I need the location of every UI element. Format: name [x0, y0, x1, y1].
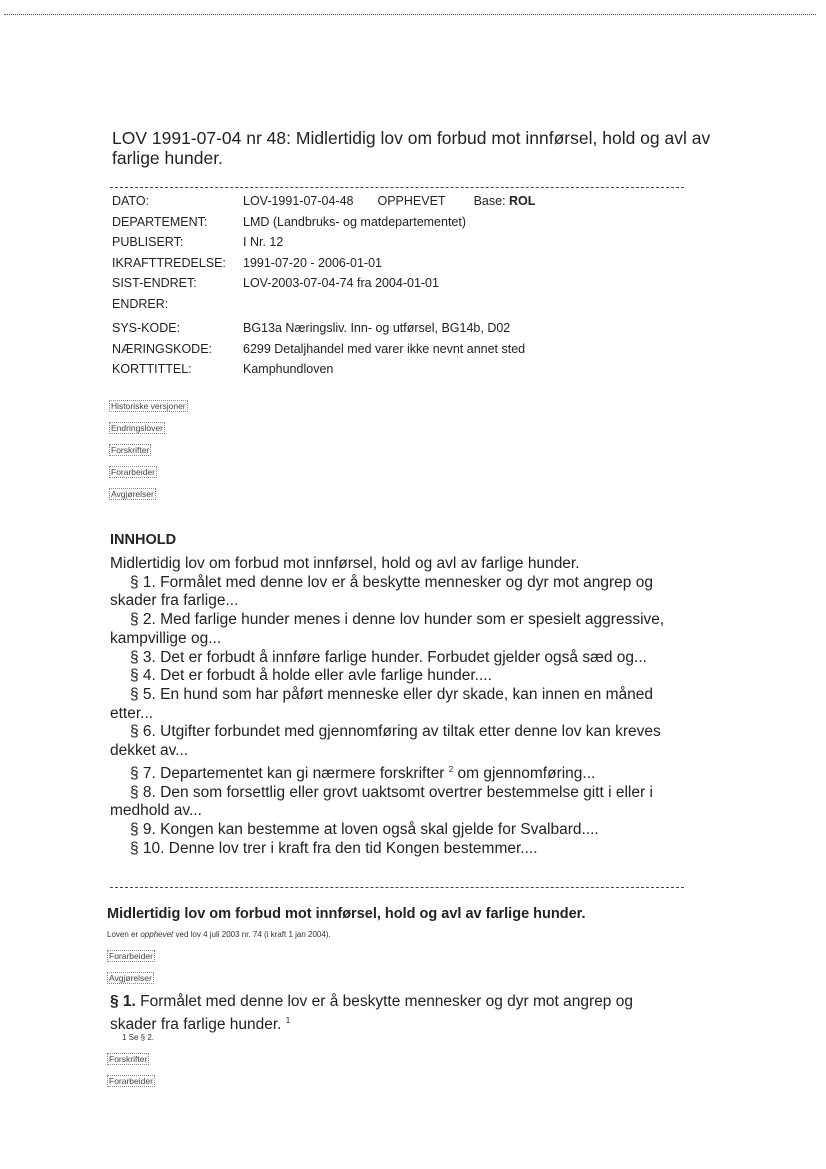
metadata-label: KORTTITTEL: [112, 362, 192, 376]
link-historiske-versjoner[interactable]: Historiske versjoner [111, 401, 186, 411]
toc-item-10[interactable]: § 10. Denne lov trer i kraft fra den tid Kongen bestemmer.... [130, 839, 538, 857]
toc-item-7-after: om gjennomføring... [453, 764, 596, 782]
link-avgjorelser[interactable]: Avgjørelser [111, 489, 154, 499]
link-forskrifter[interactable]: Forskrifter [111, 445, 150, 455]
footnote: 1 Se § 2. [122, 1033, 155, 1042]
metadata-value: LOV-1991-07-04-48 [243, 194, 354, 208]
law-links [107, 950, 155, 994]
toc-item-4[interactable]: § 4. Det er forbudt å holde eller avle farlige hunder.... [130, 667, 492, 685]
link-avgjorelser[interactable]: Avgjørelser [109, 973, 152, 983]
metadata-row-endrer [112, 297, 672, 318]
footnote-marker: 1 [285, 1016, 291, 1025]
toc-item-9[interactable]: § 9. Kongen kan bestemme at loven også skal gjelde for Svalbard.... [130, 821, 599, 838]
base-value: ROL [509, 194, 536, 208]
toc-title-link[interactable]: Midlertidig lov om forbud mot innførsel, hold og avl av farlige hunder. [110, 555, 580, 572]
toc-item-6[interactable]: § 6. Utgifter forbundet med gjennomføring av tiltak etter denne lov kan kreves dekket av... [110, 723, 661, 760]
toc-item-1[interactable]: § 1. Formålet med denne lov er å beskytte mennesker og dyr mot angrep og skader fra farlige... [110, 573, 653, 610]
metadata-label: ENDRER: [112, 296, 169, 311]
link-forarbeider[interactable]: Forarbeider [109, 951, 153, 961]
metadata-row-ikrafttredelse [112, 256, 672, 277]
metadata-value: 1991-07-20 - 2006-01-01 [243, 255, 382, 270]
metadata-row-naeringskode [112, 342, 672, 363]
metadata-row-sist-endret [112, 276, 672, 297]
link-forskrifter[interactable]: Forskrifter [109, 1054, 148, 1064]
metadata-row-korttittel [112, 362, 672, 383]
metadata-label: DEPARTEMENT: [112, 214, 208, 229]
divider-bottom [110, 887, 684, 888]
toc-item-7[interactable] [110, 761, 670, 784]
metadata-value: I Nr. 12 [243, 235, 284, 249]
toc-item-8[interactable]: § 8. Den som forsettlig eller grovt uaktsomt overtrer bestemmelse gitt i eller i medhold av... [110, 783, 653, 820]
metadata-row-dato [112, 194, 672, 215]
section-1-links [107, 1053, 155, 1097]
metadata-value: Kamphundloven [243, 362, 334, 376]
divider-top [110, 187, 684, 188]
repeal-note: Loven er opphevet ved lov 4 juli 2003 nr. 74 (i kraft 1 jan 2004). [107, 930, 331, 939]
contents-heading: INNHOLD [110, 532, 177, 548]
toc-item-5[interactable]: § 5. En hund som har påført menneske eller dyr skade, kan innen en måned etter... [110, 685, 653, 722]
metadata-label: IKRAFTTREDELSE: [112, 255, 226, 270]
metadata-value: BG13a Næringsliv. Inn- og utførsel, BG14b, D02 [243, 321, 511, 335]
footnote-marker: 2 [448, 764, 454, 774]
metadata-value: 6299 Detaljhandel med varer ikke nevnt annet sted [243, 341, 526, 356]
metadata-label: NÆRINGSKODE: [112, 341, 213, 356]
link-forarbeider[interactable]: Forarbeider [111, 467, 155, 477]
metadata-value: LMD (Landbruks- og matdepartementet) [243, 214, 467, 229]
metadata-row-departement [112, 215, 672, 236]
toc-item-7-text: § 7. Departementet kan gi nærmere forskrifter [130, 764, 445, 782]
metadata-label: DATO: [112, 194, 150, 208]
toc-item-2[interactable]: § 2. Med farlige hunder menes i denne lov hunder som er spesielt aggressive, kampvillige og... [110, 611, 665, 647]
metadata-label: SYS-KODE: [112, 321, 181, 335]
metadata-row-sys-kode [112, 321, 672, 342]
base-label: Base: [473, 194, 506, 208]
section-1 [110, 992, 680, 1034]
table-of-contents [110, 555, 670, 858]
link-forarbeider[interactable]: Forarbeider [109, 1076, 153, 1086]
section-number: § 1. [110, 993, 136, 1010]
metadata-value: LOV-2003-07-04-74 fra 2004-01-01 [243, 276, 439, 290]
status-badge: OPPHEVET [377, 194, 446, 208]
page-top-edge [4, 14, 816, 15]
metadata-table [112, 194, 672, 383]
related-links [109, 400, 188, 510]
section-text: Formålet med denne lov er å beskytte mennesker og dyr mot angrep og skader fra farlige hunder. [110, 993, 633, 1034]
toc-item-3[interactable]: § 3. Det er forbudt å innføre farlige hunder. Forbudet gjelder også sæd og... [130, 648, 647, 666]
link-endringslover[interactable]: Endringslover [111, 423, 163, 433]
law-heading: Midlertidig lov om forbud mot innførsel, hold og avl av farlige hunder. [107, 906, 586, 922]
page-title: LOV 1991-07-04 nr 48: Midlertidig lov om forbud mot innførsel, hold og avl av farlige hunder. [112, 128, 711, 168]
metadata-label: PUBLISERT: [112, 235, 184, 249]
metadata-label: SIST-ENDRET: [112, 276, 197, 290]
metadata-row-publisert [112, 235, 672, 256]
